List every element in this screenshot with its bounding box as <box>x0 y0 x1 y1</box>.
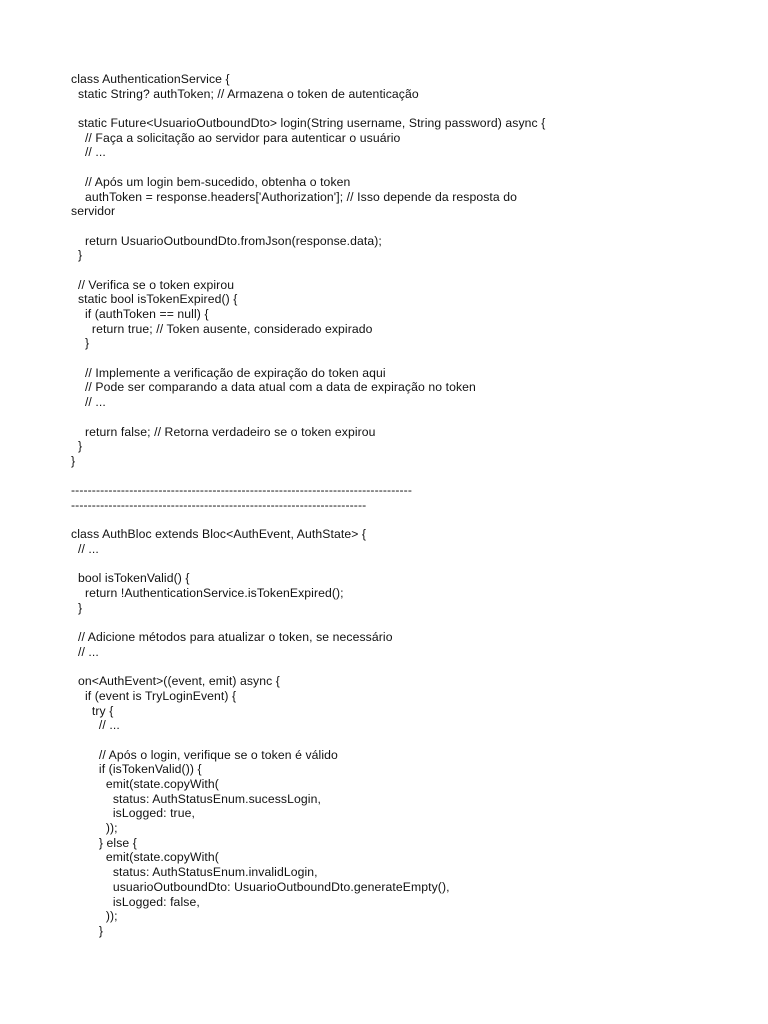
code-line: return false; // Retorna verdadeiro se o token expirou <box>71 424 376 439</box>
code-line <box>71 101 721 116</box>
code-line: on<AuthEvent>((event, emit) async { <box>71 674 280 689</box>
code-line: return true; // Token ausente, considerado expirado <box>71 321 373 336</box>
code-line: // Faça a solicitação ao servidor para autenticar o usuário <box>71 130 401 145</box>
code-line: isLogged: true, <box>71 806 195 821</box>
code-line <box>71 160 721 175</box>
code-line: // Após um login bem-sucedido, obtenha o token <box>71 174 351 189</box>
code-line: servidor <box>71 204 116 219</box>
code-line: class AuthenticationService { <box>71 72 230 86</box>
code-line: if (isTokenValid()) { <box>71 762 202 777</box>
code-line: ----------------------------------------------------------------------- <box>71 497 367 512</box>
code-line: } <box>71 923 104 938</box>
code-line <box>71 410 721 425</box>
code-line: authToken = response.headers['Authorization']; // Isso depende da resposta do <box>71 189 518 204</box>
code-line: if (authToken == null) { <box>71 307 209 321</box>
code-line: )); <box>71 821 118 836</box>
code-line: isLogged: false, <box>71 894 200 909</box>
code-line: ---------------------------------------------------------------------------------- <box>71 483 412 498</box>
code-line: try { <box>71 703 114 718</box>
code-line: static bool isTokenExpired() { <box>71 292 238 307</box>
code-line: return !AuthenticationService.isTokenExpired(); <box>71 586 344 601</box>
code-line <box>71 733 721 748</box>
code-line: } <box>71 336 90 351</box>
code-line: // Pode ser comparando a data atual com a data de expiração no token <box>71 380 476 395</box>
code-line: // Adicione métodos para atualizar o token, se necessário <box>71 630 393 645</box>
code-line: status: AuthStatusEnum.invalidLogin, <box>71 865 318 880</box>
code-line: // ... <box>71 718 120 733</box>
code-line: // Após o login, verifique se o token é válido <box>71 747 338 762</box>
code-line: } <box>71 453 76 468</box>
code-line: return UsuarioOutboundDto.fromJson(response.data); <box>71 233 382 248</box>
code-line: } <box>71 439 83 454</box>
code-line: } <box>71 248 83 263</box>
code-line <box>71 263 721 278</box>
code-line: )); <box>71 909 118 924</box>
code-line: // Verifica se o token expirou <box>71 277 235 292</box>
code-line: // ... <box>71 542 99 556</box>
code-line: emit(state.copyWith( <box>71 850 219 865</box>
code-line <box>71 615 721 630</box>
code-line: static String? authToken; // Armazena o token de autenticação <box>71 86 419 101</box>
code-line: // ... <box>71 644 99 659</box>
code-line: emit(state.copyWith( <box>71 777 219 791</box>
code-line <box>71 469 721 484</box>
code-line <box>71 660 721 675</box>
code-line: status: AuthStatusEnum.sucessLogin, <box>71 791 321 806</box>
code-line: // ... <box>71 145 106 160</box>
code-line <box>71 513 721 528</box>
code-line: static Future<UsuarioOutboundDto> login(String username, String password) async { <box>71 116 546 131</box>
code-line: // ... <box>71 395 106 410</box>
code-line <box>71 351 721 366</box>
code-line: class AuthBloc extends Bloc<AuthEvent, AuthState> { <box>71 527 367 542</box>
code-line <box>71 219 721 234</box>
code-line: usuarioOutboundDto: UsuarioOutboundDto.generateEmpty(), <box>71 879 450 894</box>
code-line: } else { <box>71 835 137 850</box>
code-block <box>71 72 721 939</box>
code-line: // Implemente a verificação de expiração do token aqui <box>71 365 386 380</box>
code-line: } <box>71 600 83 615</box>
code-line <box>71 557 721 572</box>
code-line: if (event is TryLoginEvent) { <box>71 688 237 703</box>
code-line: bool isTokenValid() { <box>71 571 190 586</box>
